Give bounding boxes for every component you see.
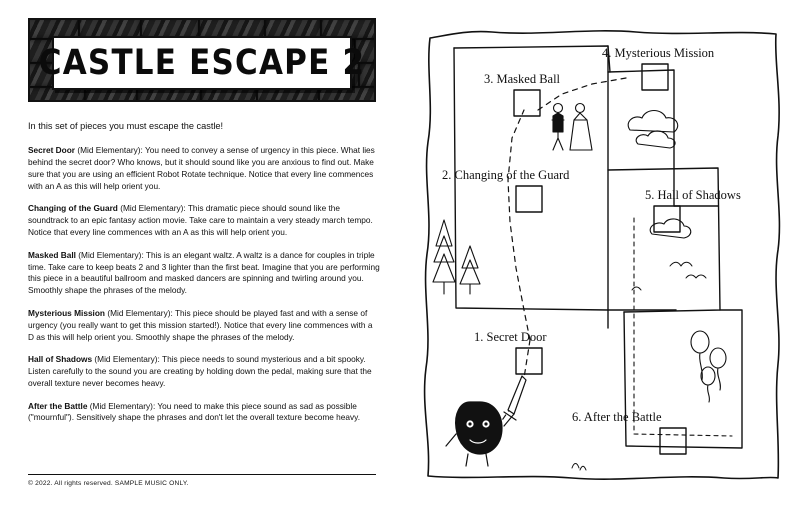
map-label-hall-of-shadows: 5. Hall of Shadows bbox=[645, 188, 741, 202]
castle-map-drawing bbox=[412, 10, 788, 508]
piece-level: (Mid Elementary): bbox=[120, 203, 186, 214]
left-column bbox=[28, 18, 380, 500]
map-label-secret-door: 1. Secret Door bbox=[474, 330, 547, 344]
list-item bbox=[28, 250, 380, 297]
map-label-masked-ball: 3. Masked Ball bbox=[484, 72, 561, 86]
piece-name: Hall of Shadows bbox=[28, 354, 93, 365]
piece-name: Secret Door bbox=[28, 145, 76, 156]
footer-copyright: © 2022. All rights reserved. SAMPLE MUSIC ONLY. bbox=[28, 480, 189, 487]
title-banner bbox=[28, 18, 376, 102]
map-label-mysterious-mission: 4. Mysterious Mission bbox=[602, 46, 715, 60]
piece-name: After the Battle bbox=[28, 400, 88, 411]
list-item bbox=[28, 308, 380, 343]
list-item bbox=[28, 145, 380, 192]
piece-name: Mysterious Mission bbox=[28, 307, 105, 318]
piece-level: (Mid Elementary): bbox=[89, 400, 156, 411]
piece-name: Masked Ball bbox=[28, 249, 76, 260]
piece-level: (Mid Elementary): bbox=[78, 249, 144, 260]
piece-text: This is an elegant waltz. A waltz is a dance for couples in triple time. Take care to keep beats 2 and 3 lighter than the first beat. Imagine that you are performing this piece in a beautiful ballroom and masked dancers are spinning and twirling around you. Smoothly shape the phrases of the melody. bbox=[28, 249, 380, 296]
piece-text: This dramatic piece should sound like the soundtrack to an epic fantasy action movie. Take care to maintain a very steady march tempo. Notice that every line commences with an A as this will help orient you. bbox=[28, 203, 373, 238]
piece-level: (Mid Elementary): bbox=[77, 145, 143, 156]
map-label-after-the-battle: 6. After the Battle bbox=[572, 410, 662, 424]
page-title: CASTLE ESCAPE 2 bbox=[38, 42, 366, 84]
list-item bbox=[28, 401, 380, 425]
piece-text: You need to convey a sense of urgency in this piece. What lies behind the secret door? Who knows, but it should sound like you are anxious to find out. Make sure that you are using an efficient Robot Rotate technique. Notice that every line commences with an A as this will help orient you. bbox=[28, 145, 375, 191]
title-plate bbox=[38, 36, 366, 90]
piece-text: You need to make this piece sound as sad as possible ("mournful"). Sensitively shape the phrases and don't let the overall texture become heavy. bbox=[28, 400, 361, 423]
castle-map bbox=[412, 10, 788, 508]
list-item bbox=[28, 354, 380, 389]
piece-text: This piece should be played fast and with a sense of urgency (you really want to get this mission started!). Notice that every line commences with a D as this will help orient you. Smoothly shape the phrases of the melody. bbox=[28, 307, 373, 342]
piece-name: Changing of the Guard bbox=[28, 203, 118, 214]
piece-level: (Mid Elementary): bbox=[107, 307, 173, 318]
piece-list bbox=[28, 145, 380, 424]
map-label-changing-of-the-guard: 2. Changing of the Guard bbox=[442, 168, 570, 182]
piece-level: (Mid Elementary): bbox=[94, 354, 160, 365]
intro-text: In this set of pieces you must escape the castle! bbox=[28, 121, 224, 131]
list-item bbox=[28, 203, 380, 238]
piece-text: This piece needs to sound mysterious and a bit spooky. Listen carefully to the sound you are creating by holding down the pedal, making sure that the overall texture never becomes heavy. bbox=[28, 354, 372, 388]
footer-divider bbox=[28, 474, 376, 475]
